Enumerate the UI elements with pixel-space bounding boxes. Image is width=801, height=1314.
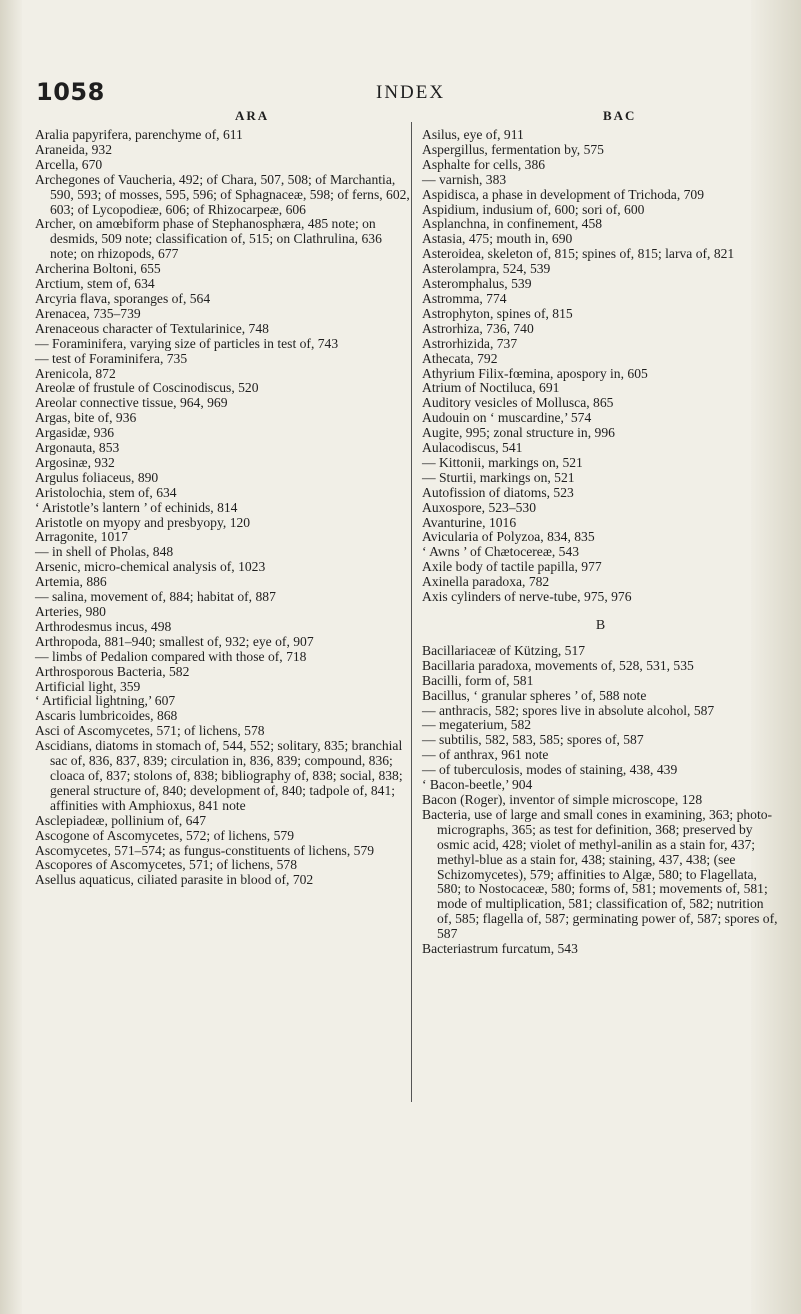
index-entry: Axis cylinders of nerve-tube, 975, 976 <box>422 589 632 605</box>
index-entry: Argosinæ, 932 <box>35 454 115 470</box>
index-entry: Astromma, 774 <box>422 290 507 306</box>
index-entry: Asteroidea, skeleton of, 815; spines of, 815; larva of, 821 <box>422 246 735 262</box>
index-entry: Astrorhiza, 736, 740 <box>422 320 534 336</box>
index-entry: Auditory vesicles of Mollusca, 865 <box>422 395 614 411</box>
index-entry: Athecata, 792 <box>422 350 498 366</box>
index-entry: — salina, movement of, 884; habitat of, 887 <box>35 589 276 605</box>
index-entry: Avanturine, 1016 <box>422 514 517 530</box>
index-entry: — Sturtii, markings on, 521 <box>422 469 575 485</box>
index-entry: Asci of Ascomycetes, 571; of lichens, 578 <box>35 723 265 739</box>
index-entry: Arenaceous character of Textularinice, 748 <box>35 320 269 336</box>
index-entry: Arthrosporous Bacteria, 582 <box>35 663 190 679</box>
index-entry: — of anthrax, 961 note <box>422 747 549 763</box>
index-entry: Arragonite, 1017 <box>35 529 128 545</box>
index-entry: Arctium, stem of, 634 <box>35 276 155 292</box>
index-entry: Archer, on amœbiform phase of Stephanosphæra, 485 note; on desmids, 509 note; classification of, 515; on Clathrulina, 636 note; on rhizopods, 677 <box>35 216 382 262</box>
index-entry: Archerina Boltoni, 655 <box>35 261 161 277</box>
index-entry: — megaterium, 582 <box>422 717 532 733</box>
index-entry: — limbs of Pedalion compared with those of, 718 <box>35 648 307 664</box>
index-entry: — varnish, 383 <box>422 171 507 187</box>
index-entry: Arteries, 980 <box>35 604 106 619</box>
left-index-column <box>35 128 410 888</box>
index-entry: Asterolampra, 524, 539 <box>422 261 551 277</box>
index-entry: — anthracis, 582; spores live in absolute alcohol, 587 <box>422 702 715 718</box>
index-entry: Arenacea, 735–739 <box>35 305 141 321</box>
index-entry: Astrophyton, spines of, 815 <box>422 305 573 321</box>
index-entry: Arthropoda, 881–940; smallest of, 932; eye of, 907 <box>35 633 314 649</box>
index-entry: Bacteria, use of large and small cones in examining, 363; photo-micrographs, 365; as test for definition, 368; preserved by osmic acid, 428; violet of methyl-anilin as a stain for, 437; methyl-blue as a stain for, 438; staining, 437, 438; (see Schizomycetes), 579; affinities to Algæ, 580; to Flagellata, 580; to Nostocaceæ, 580; forms of, 581; movements of, 581; mode of multiplication, 581; classification of, 582; nutrition of, 585; flagella of, 587; germinating power of, 587; spores of, 587 <box>422 806 778 942</box>
index-entry: Autofission of diatoms, 523 <box>422 484 574 500</box>
index-entry: Areolar connective tissue, 964, 969 <box>35 395 228 411</box>
index-entry: Bacillariaceæ of Kützing, 517 <box>422 642 586 658</box>
index-entry: Aulacodiscus, 541 <box>422 440 523 456</box>
index-entry: Avicularia of Polyzoa, 834, 835 <box>422 529 595 545</box>
index-entry: Artificial light, 359 <box>35 678 141 694</box>
index-entry: Asilus, eye of, 911 <box>422 127 524 142</box>
index-entry: ‘ Bacon-beetle,’ 904 <box>422 777 533 793</box>
index-entry: Aristolochia, stem of, 634 <box>35 484 177 500</box>
page-header <box>36 78 771 112</box>
index-entry: ‘ Artificial lightning,’ 607 <box>35 693 176 709</box>
index-entry: Areolæ of frustule of Coscinodiscus, 520 <box>35 380 259 396</box>
index-entry: Bacillus, ‘ granular spheres ’ of, 588 note <box>422 687 647 703</box>
index-entry: Aspidium, indusium of, 600; sori of, 600 <box>422 201 645 217</box>
index-entry: — in shell of Pholas, 848 <box>35 544 174 560</box>
index-entry: Bacteriastrum furcatum, 543 <box>422 941 578 957</box>
index-entry: Ascaris lumbricoides, 868 <box>35 708 178 724</box>
index-entry: Bacillaria paradoxa, movements of, 528, 531, 535 <box>422 657 694 673</box>
index-entry: Bacon (Roger), inventor of simple microscope, 128 <box>422 791 703 807</box>
index-entry: Asellus aquaticus, ciliated parasite in blood of, 702 <box>35 872 314 888</box>
index-entry: Argonauta, 853 <box>35 440 120 456</box>
index-entry: Asclepiadeæ, pollinium of, 647 <box>35 812 207 828</box>
index-entry: — of tuberculosis, modes of staining, 438, 439 <box>422 762 678 778</box>
index-entry: Ascidians, diatoms in stomach of, 544, 552; solitary, 835; branchial sac of, 836, 837, 839; circulation in, 836, 839; compound, 836; cloaca of, 837; stolons of, 838; bibliography of, 838; social, 838; general structure of, 840; development of, 840; tadpole of, 841; affinities with Amphioxus, 841 note <box>35 738 403 813</box>
column-divider <box>411 122 412 1102</box>
index-entry: Arsenic, micro-chemical analysis of, 1023 <box>35 559 266 575</box>
index-entry: Arenicola, 872 <box>35 365 116 381</box>
index-entry: ‘ Awns ’ of Chætocereæ, 543 <box>422 544 580 560</box>
index-entry: Asphalte for cells, 386 <box>422 156 546 172</box>
page-number: 1058 <box>36 78 105 106</box>
index-entry: Atrium of Noctiluca, 691 <box>422 380 560 396</box>
index-entry: Aspergillus, fermentation by, 575 <box>422 141 604 157</box>
index-entry: Athyrium Filix-fœmina, apospory in, 605 <box>422 365 648 381</box>
index-entry: Bacilli, form of, 581 <box>422 672 534 688</box>
index-entry: Arcella, 670 <box>35 156 103 172</box>
index-entry: Augite, 995; zonal structure in, 996 <box>422 425 615 441</box>
index-entry: Aspidisca, a phase in development of Trichoda, 709 <box>422 186 705 202</box>
index-entry: Auxospore, 523–530 <box>422 499 537 515</box>
index-entry: Astasia, 475; mouth in, 690 <box>422 231 573 247</box>
index-entry: Asteromphalus, 539 <box>422 276 532 292</box>
index-entry: Artemia, 886 <box>35 574 107 590</box>
index-entry: Araneida, 932 <box>35 141 113 157</box>
index-entry: Archegones of Vaucheria, 492; of Chara, 507, 508; of Marchantia, 590, 593; of mosses, 595, 596; of Sphagnaceæ, 598; of ferns, 602, 603; of Lycopodieæ, 606; of Rhizocarpeæ, 606 <box>35 171 410 217</box>
index-entry: Ascopores of Ascomycetes, 571; of lichens, 578 <box>35 857 298 873</box>
index-entry: Argasidæ, 936 <box>35 425 115 441</box>
index-entry: Astrorhizida, 737 <box>422 335 518 351</box>
index-entry: Aristotle on myopy and presbyopy, 120 <box>35 514 251 530</box>
page-edge-left <box>0 0 22 1314</box>
index-entry: Ascogone of Ascomycetes, 572; of lichens, 579 <box>35 827 294 843</box>
index-entry: Axinella paradoxa, 782 <box>422 574 550 590</box>
right-catchword: BAC <box>603 108 637 123</box>
index-entry: Arcyria flava, sporanges of, 564 <box>35 290 211 306</box>
index-entry: Aralia papyrifera, parenchyme of, 611 <box>35 127 243 142</box>
index-entry: Axile body of tactile papilla, 977 <box>422 559 602 575</box>
index-entry: Argulus foliaceus, 890 <box>35 469 159 485</box>
running-title: INDEX <box>376 82 446 103</box>
index-entry: — Kittonii, markings on, 521 <box>422 454 583 470</box>
section-letter: B <box>595 618 607 633</box>
index-entry: Asplanchna, in confinement, 458 <box>422 216 603 232</box>
index-entry: — subtilis, 582, 583, 585; spores of, 587 <box>422 732 644 748</box>
left-catchword: ARA <box>235 108 270 123</box>
index-entry: Arthrodesmus incus, 498 <box>35 618 172 634</box>
index-entry: — Foraminifera, varying size of particles in test of, 743 <box>35 335 339 351</box>
index-entry: Audouin on ‘ muscardine,’ 574 <box>422 410 592 426</box>
index-entry: ‘ Aristotle’s lantern ’ of echinids, 814 <box>35 499 238 515</box>
index-entry: — test of Foraminifera, 735 <box>35 350 188 366</box>
right-index-column <box>422 128 780 957</box>
index-entry: Argas, bite of, 936 <box>35 410 137 426</box>
index-entry: Ascomycetes, 571–574; as fungus-constituents of lichens, 579 <box>35 842 375 858</box>
